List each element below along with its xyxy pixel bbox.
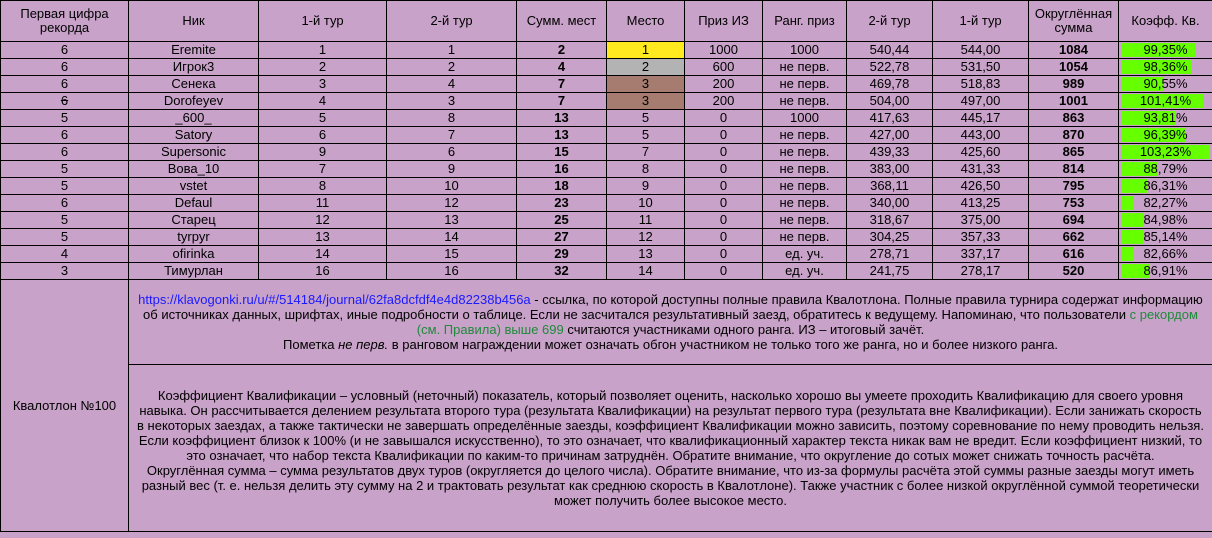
header-sum-places: Сумм. мест [517, 1, 607, 42]
place-cell: 13 [607, 246, 685, 263]
record-digit-cell: 4 [1, 246, 129, 263]
prize-cell: 200 [685, 93, 763, 110]
coefficient-value: 101,41% [1139, 93, 1192, 108]
coefficient-value: 86,91% [1143, 263, 1188, 278]
prize-cell: 0 [685, 212, 763, 229]
table-row [1, 263, 1212, 280]
sum-places-cell: 13 [517, 110, 607, 127]
round2-speed-cell: 540,44 [847, 42, 933, 59]
rounded-sum-cell: 520 [1029, 263, 1119, 280]
coefficient-cell [1119, 93, 1212, 110]
round1-speed-cell: 544,00 [933, 42, 1029, 59]
rules-text: - ссылка, по которой доступны полные правила Квалотлона. Полные правила турнира содержат информацию об источниках данных, шрифтах, иные подробности о таблице. Если не засчитался результативный заезд, обратитесь к ведущему. Напоминаю, что пользователи [143, 292, 1203, 322]
coefficient-bar [1121, 213, 1143, 227]
place-cell: 1 [607, 42, 685, 59]
coef-paragraph-1: Коэффициент Квалификации – условный (неточный) показатель, который позволяет оценить, насколько хорошо вы умеете проходить Квалификацию для своего уровня навыка. Он рассчитывается делением результата второго тура (результата Квалификации) на результат первого тура (результата вне Квалификации). Если занижать скорость в некоторых заездах, а также тактически не завершать определённые заезды, коэффициент Квалификации можно зависить, поэтому соревнование по нему проводить нельзя. [137, 388, 1204, 433]
prize-cell: 0 [685, 161, 763, 178]
rank-note-start: Пометка [283, 337, 339, 352]
prize-cell: 600 [685, 59, 763, 76]
sum-places-cell: 25 [517, 212, 607, 229]
round1-speed-cell: 337,17 [933, 246, 1029, 263]
rounded-sum-cell: 1084 [1029, 42, 1119, 59]
round2-speed-cell: 383,00 [847, 161, 933, 178]
round1-place-cell: 14 [259, 246, 387, 263]
table-row [1, 93, 1212, 110]
header-nick: Ник [129, 1, 259, 42]
sum-places-cell: 7 [517, 76, 607, 93]
sum-places-cell: 15 [517, 144, 607, 161]
record-digit-cell: 6 [1, 195, 129, 212]
sum-places-cell: 13 [517, 127, 607, 144]
coefficient-value: 96,39% [1143, 127, 1188, 142]
header-rounded-sum: Округлённая сумма [1029, 1, 1119, 42]
rank-prize-cell: ед. уч. [763, 246, 847, 263]
table-row [1, 59, 1212, 76]
round1-place-cell: 8 [259, 178, 387, 195]
record-digit-cell: 3 [1, 263, 129, 280]
table-row [1, 178, 1212, 195]
place-cell: 10 [607, 195, 685, 212]
round1-place-cell: 1 [259, 42, 387, 59]
nick-cell: Игрок3 [129, 59, 259, 76]
round1-speed-cell: 413,25 [933, 195, 1029, 212]
round2-speed-cell: 304,25 [847, 229, 933, 246]
round2-speed-cell: 368,11 [847, 178, 933, 195]
rank-prize-cell: 1000 [763, 110, 847, 127]
coefficient-cell [1119, 144, 1212, 161]
record-digit-cell: 5 [1, 229, 129, 246]
tournament-label: Квалотлон №100 [1, 280, 129, 532]
round2-place-cell: 10 [387, 178, 517, 195]
round1-place-cell: 6 [259, 127, 387, 144]
rank-prize-cell: не перв. [763, 212, 847, 229]
round2-speed-cell: 427,00 [847, 127, 933, 144]
round1-place-cell: 16 [259, 263, 387, 280]
header-round2-speed: 2-й тур [847, 1, 933, 42]
round1-place-cell: 4 [259, 93, 387, 110]
round2-speed-cell: 318,67 [847, 212, 933, 229]
round1-speed-cell: 497,00 [933, 93, 1029, 110]
sum-places-cell: 23 [517, 195, 607, 212]
round1-place-cell: 5 [259, 110, 387, 127]
rounded-sum-cell: 989 [1029, 76, 1119, 93]
rounded-sum-cell: 795 [1029, 178, 1119, 195]
table-row [1, 144, 1212, 161]
table-row [1, 246, 1212, 263]
coefficient-value: 82,66% [1143, 246, 1188, 261]
rounded-sum-cell: 694 [1029, 212, 1119, 229]
rounded-sum-cell: 1054 [1029, 59, 1119, 76]
sum-places-cell: 4 [517, 59, 607, 76]
round2-place-cell: 6 [387, 144, 517, 161]
header-record-digit: Первая цифра рекорда [1, 1, 129, 42]
table-row [1, 127, 1212, 144]
results-body [1, 42, 1212, 280]
nick-cell: Старец [129, 212, 259, 229]
header-round1-place: 1-й тур [259, 1, 387, 42]
table-row [1, 195, 1212, 212]
coefficient-value: 90,55% [1143, 76, 1188, 91]
round2-place-cell: 8 [387, 110, 517, 127]
prize-cell: 0 [685, 229, 763, 246]
place-cell: 12 [607, 229, 685, 246]
prize-cell: 0 [685, 127, 763, 144]
round2-place-cell: 4 [387, 76, 517, 93]
place-cell: 3 [607, 76, 685, 93]
round2-speed-cell: 469,78 [847, 76, 933, 93]
record-digit-cell: 5 [1, 110, 129, 127]
rounded-sum-cell: 870 [1029, 127, 1119, 144]
nick-cell: ofirinka [129, 246, 259, 263]
place-cell: 14 [607, 263, 685, 280]
header-prize: Приз ИЗ [685, 1, 763, 42]
coefficient-bar [1121, 196, 1133, 210]
rank-prize-cell: не перв. [763, 161, 847, 178]
round1-speed-cell: 431,33 [933, 161, 1029, 178]
coefficient-cell [1119, 110, 1212, 127]
table-row [1, 76, 1212, 93]
nick-cell: Тимурлан [129, 263, 259, 280]
round2-speed-cell: 278,71 [847, 246, 933, 263]
coef-paragraph-2: Если коэффициент близок к 100% (и не завышался искусственно), то это означает, что квалификационный характер текста никак вам не вредит. Если коэффициент низкий, то это означает, что набор текста Квалификации по каким-то причинам затруднён. Обратите внимание, что округление до сотых может снижать точность расчёта. [138, 433, 1203, 463]
header-rank-prize: Ранг. приз [763, 1, 847, 42]
sum-places-cell: 27 [517, 229, 607, 246]
round1-speed-cell: 518,83 [933, 76, 1029, 93]
coefficient-value: 86,31% [1143, 178, 1188, 193]
coefficient-cell [1119, 246, 1212, 263]
rank-note-paragraph [135, 337, 1206, 352]
rounded-sum-cell: 814 [1029, 161, 1119, 178]
coefficient-value: 99,35% [1143, 42, 1188, 57]
round1-speed-cell: 426,50 [933, 178, 1029, 195]
round1-place-cell: 11 [259, 195, 387, 212]
round2-speed-cell: 241,75 [847, 263, 933, 280]
record-digit-cell: 6 [1, 76, 129, 93]
rules-paragraph [135, 292, 1206, 337]
round1-place-cell: 3 [259, 76, 387, 93]
nick-cell: Satory [129, 127, 259, 144]
rounded-sum-paragraph: Округлённая сумма – сумма результатов двух туров (округляется до целого числа). Обратите внимание, что из-за формулы расчёта этой суммы разные заезды могут иметь разный вес (т. е. нельзя делить эту сумму на 2 и трактовать результат как среднюю скорость в Квалотлоне). Также участник с более низкой округлённой суммой теоретически может получить более высокое место. [141, 463, 1200, 508]
coefficient-value: 85,14% [1143, 229, 1188, 244]
nick-cell: Сенека [129, 76, 259, 93]
coefficient-cell [1119, 195, 1212, 212]
round1-speed-cell: 375,00 [933, 212, 1029, 229]
record-digit-cell: 6 [1, 144, 129, 161]
coefficient-cell [1119, 161, 1212, 178]
nick-cell: tyrpyr [129, 229, 259, 246]
coefficient-value: 93,81% [1143, 110, 1188, 125]
coefficient-cell [1119, 42, 1212, 59]
prize-cell: 200 [685, 76, 763, 93]
coefficient-value: 88,79% [1143, 161, 1188, 176]
table-row [1, 229, 1212, 246]
round1-place-cell: 2 [259, 59, 387, 76]
round2-speed-cell: 504,00 [847, 93, 933, 110]
coefficient-bar [1121, 247, 1134, 261]
sum-places-cell: 32 [517, 263, 607, 280]
place-cell: 11 [607, 212, 685, 229]
place-cell: 7 [607, 144, 685, 161]
round2-speed-cell: 439,33 [847, 144, 933, 161]
sum-places-cell: 7 [517, 93, 607, 110]
coefficient-notes [129, 365, 1212, 532]
sum-places-cell: 16 [517, 161, 607, 178]
header-row [1, 1, 1212, 42]
table-row [1, 161, 1212, 178]
prize-cell: 0 [685, 110, 763, 127]
round2-place-cell: 3 [387, 93, 517, 110]
coef-notes-row [1, 365, 1212, 532]
sum-places-cell: 29 [517, 246, 607, 263]
round2-place-cell: 12 [387, 195, 517, 212]
record-digit-cell: 6 [1, 93, 129, 110]
rounded-sum-cell: 753 [1029, 195, 1119, 212]
notes-row [1, 280, 1212, 365]
table-row [1, 212, 1212, 229]
header-round1-speed: 1-й тур [933, 1, 1029, 42]
nick-cell: _600_ [129, 110, 259, 127]
coefficient-value: 82,27% [1143, 195, 1188, 210]
rank-prize-cell: 1000 [763, 42, 847, 59]
record-digit-cell: 6 [1, 42, 129, 59]
nick-cell: Вова_10 [129, 161, 259, 178]
rank-prize-cell: не перв. [763, 195, 847, 212]
coefficient-cell [1119, 212, 1212, 229]
round1-speed-cell: 357,33 [933, 229, 1029, 246]
rounded-sum-cell: 616 [1029, 246, 1119, 263]
rank-prize-cell: не перв. [763, 178, 847, 195]
prize-cell: 0 [685, 195, 763, 212]
nick-cell: Supersonic [129, 144, 259, 161]
sum-places-cell: 18 [517, 178, 607, 195]
round1-speed-cell: 531,50 [933, 59, 1029, 76]
sum-places-cell: 2 [517, 42, 607, 59]
rank-note-end: в ранговом награждении может означать обгон участником не только того же ранга, но и более низкого ранга. [388, 337, 1058, 352]
nick-cell: Eremite [129, 42, 259, 59]
prize-cell: 1000 [685, 42, 763, 59]
prize-cell: 0 [685, 246, 763, 263]
table-row [1, 42, 1212, 59]
round1-speed-cell: 445,17 [933, 110, 1029, 127]
rules-text-end: считаются участниками одного ранга. ИЗ – итоговый зачёт. [563, 322, 925, 337]
prize-cell: 0 [685, 144, 763, 161]
header-place: Место [607, 1, 685, 42]
coefficient-cell [1119, 59, 1212, 76]
coefficient-cell [1119, 76, 1212, 93]
round2-place-cell: 7 [387, 127, 517, 144]
round2-place-cell: 14 [387, 229, 517, 246]
round1-place-cell: 7 [259, 161, 387, 178]
coefficient-cell [1119, 229, 1212, 246]
round1-speed-cell: 278,17 [933, 263, 1029, 280]
nick-cell: vstet [129, 178, 259, 195]
round1-speed-cell: 425,60 [933, 144, 1029, 161]
record-digit-cell: 6 [1, 127, 129, 144]
round2-speed-cell: 417,63 [847, 110, 933, 127]
round1-place-cell: 9 [259, 144, 387, 161]
nick-cell: Dorofeyev [129, 93, 259, 110]
round2-place-cell: 1 [387, 42, 517, 59]
rounded-sum-cell: 1001 [1029, 93, 1119, 110]
coefficient-value: 84,98% [1143, 212, 1188, 227]
rounded-sum-cell: 865 [1029, 144, 1119, 161]
place-cell: 5 [607, 110, 685, 127]
table-row [1, 110, 1212, 127]
nick-cell: Defaul [129, 195, 259, 212]
rules-link[interactable]: https://klavogonki.ru/u/#/514184/journal/62fa8dcfdf4e4d82238b456a [138, 292, 531, 307]
rounded-sum-cell: 662 [1029, 229, 1119, 246]
round1-place-cell: 12 [259, 212, 387, 229]
rank-prize-cell: не перв. [763, 93, 847, 110]
round2-speed-cell: 340,00 [847, 195, 933, 212]
record-digit-cell: 5 [1, 212, 129, 229]
header-coefficient: Коэфф. Кв. [1119, 1, 1212, 42]
round2-place-cell: 16 [387, 263, 517, 280]
round1-speed-cell: 443,00 [933, 127, 1029, 144]
rank-note-italic: не перв. [338, 337, 389, 352]
coefficient-value: 98,36% [1143, 59, 1188, 74]
coefficient-bar [1121, 230, 1144, 244]
round1-place-cell: 13 [259, 229, 387, 246]
prize-cell: 0 [685, 178, 763, 195]
coefficient-cell [1119, 127, 1212, 144]
round2-place-cell: 2 [387, 59, 517, 76]
rank-prize-cell: не перв. [763, 229, 847, 246]
round2-speed-cell: 522,78 [847, 59, 933, 76]
place-cell: 2 [607, 59, 685, 76]
prize-cell: 0 [685, 263, 763, 280]
place-cell: 3 [607, 93, 685, 110]
coefficient-cell [1119, 178, 1212, 195]
rank-prize-cell: не перв. [763, 76, 847, 93]
round2-place-cell: 15 [387, 246, 517, 263]
round2-place-cell: 13 [387, 212, 517, 229]
record-digit-cell: 5 [1, 161, 129, 178]
rank-prize-cell: не перв. [763, 144, 847, 161]
place-cell: 9 [607, 178, 685, 195]
round2-place-cell: 9 [387, 161, 517, 178]
rules-notes [129, 280, 1212, 365]
coefficient-cell [1119, 263, 1212, 280]
rank-prize-cell: ед. уч. [763, 263, 847, 280]
header-round2-place: 2-й тур [387, 1, 517, 42]
rank-prize-cell: не перв. [763, 59, 847, 76]
rounded-sum-cell: 863 [1029, 110, 1119, 127]
record-digit-cell: 6 [1, 59, 129, 76]
record-threshold-text: с рекордом (см. Правила) выше 699 [416, 307, 1198, 337]
place-cell: 5 [607, 127, 685, 144]
place-cell: 8 [607, 161, 685, 178]
rank-prize-cell: не перв. [763, 127, 847, 144]
record-digit-cell: 5 [1, 178, 129, 195]
coefficient-value: 103,23% [1139, 144, 1192, 159]
